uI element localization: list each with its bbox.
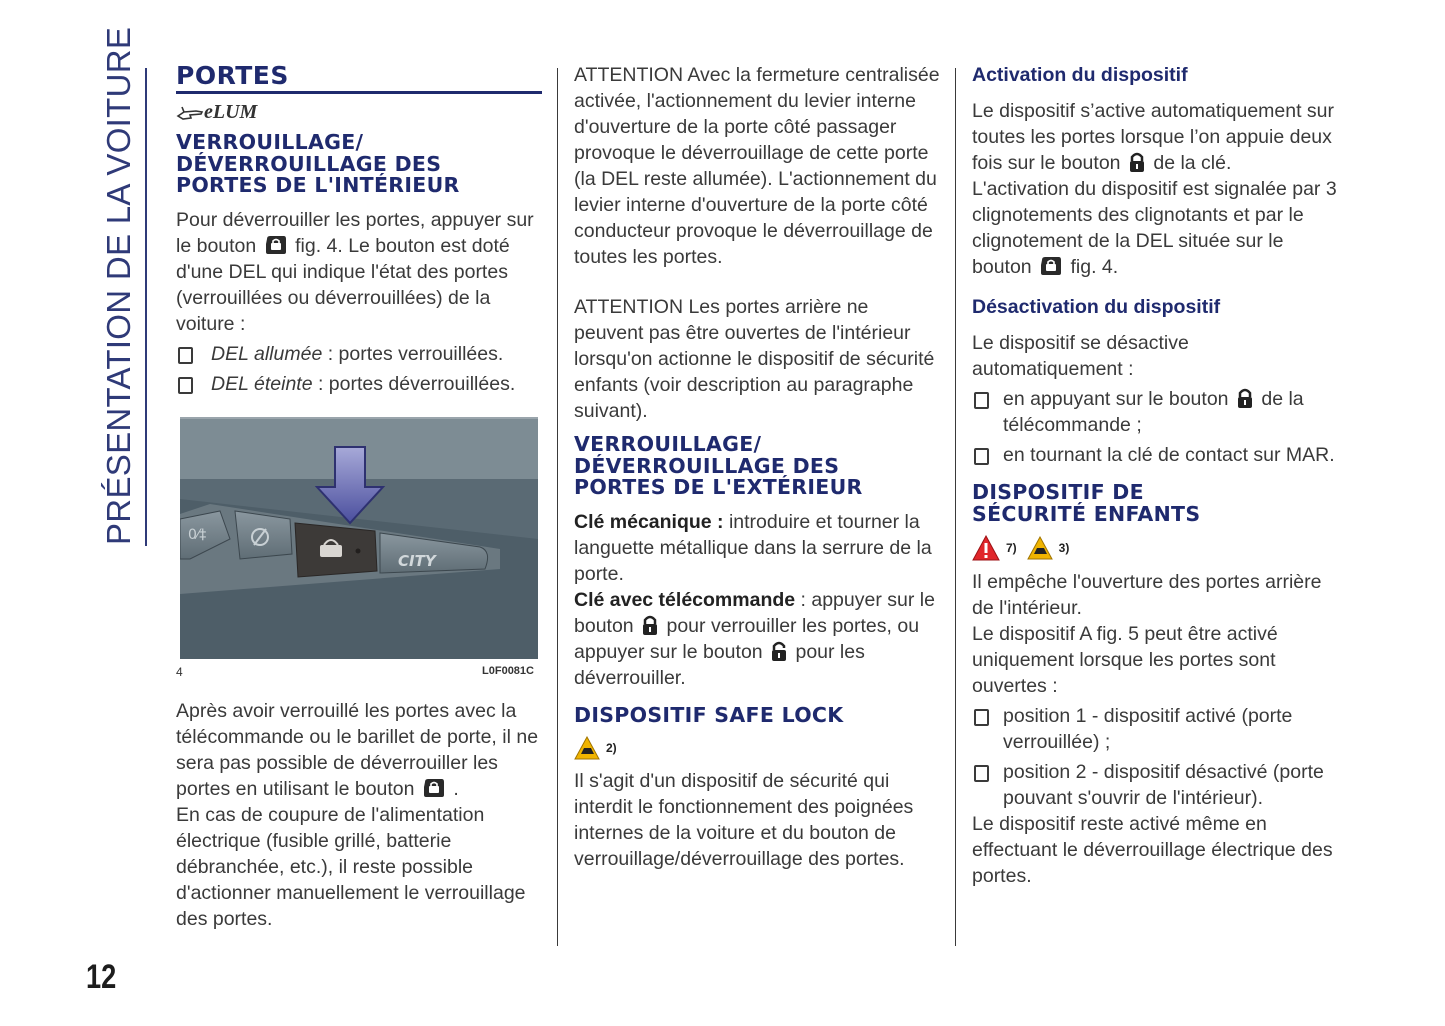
- bullet-box: [974, 765, 989, 782]
- text: .: [453, 777, 459, 800]
- city-label: CITY: [398, 551, 436, 570]
- paragraph: En cas de coupure de l'alimentation électrique (fusible grillé, batterie débranchée, etc.), il reste possible d'actionner manuellement le verrouillage des portes.: [176, 803, 526, 930]
- section-heading: SÉCURITÉ ENFANTS: [972, 501, 1201, 526]
- bold-label: Clé mécanique :: [574, 510, 724, 533]
- danger-triangle-icon: [972, 535, 1000, 561]
- paragraph: Le dispositif A fig. 5 peut être activé uniquement lorsque les portes sont ouvertes :: [972, 623, 1278, 697]
- paragraph: ATTENTION Avec la fermeture centralisée activée, l'actionnement du levier interne d'ouverture de la porte côté passager provoque le déverrouillage de cette porte (la DEL reste allumée). L'actionnement du levier interne d'ouverture de la porte côté conducteur provoque le déverrouillage de toutes les portes.: [574, 64, 940, 268]
- door-lock-button-icon: [422, 777, 446, 799]
- list-item: [972, 442, 1342, 468]
- side-rule: [145, 68, 147, 546]
- caution-triangle-icon: [574, 736, 600, 760]
- warning-refs: [972, 535, 1342, 561]
- paragraph: [574, 587, 940, 691]
- list-item: [972, 703, 1342, 755]
- lock-closed-icon: [1236, 387, 1254, 409]
- text: position 1 - dispositif activé (porte verrouillée) ;: [1003, 705, 1293, 753]
- text: L'activation du dispositif est signalée par 3 clignotements des clignotants et par le clignotement de la DEL située sur le bouton: [972, 178, 1337, 278]
- door-lock-button-icon: [264, 234, 288, 256]
- text: introduire et tourner la languette métallique dans la serrure de la porte.: [574, 510, 932, 585]
- text: fig. 4.: [1065, 256, 1119, 278]
- paragraph: [574, 509, 940, 587]
- subsection-heading: Activation du dispositif: [972, 64, 1188, 86]
- bullet-box: [178, 377, 193, 394]
- list-item: [972, 759, 1342, 811]
- text: de la clé.: [1147, 152, 1232, 174]
- bullet-box: [974, 392, 989, 409]
- text: Pour déverrouiller les portes, appuyer sur le bouton: [176, 208, 534, 257]
- section-heading: DÉVERROUILLAGE DES: [574, 453, 840, 478]
- bullet-box: [974, 709, 989, 726]
- section-heading: VERROUILLAGE/: [176, 130, 364, 154]
- column-divider: [557, 68, 558, 946]
- column-divider: [955, 68, 956, 946]
- lock-open-icon: [770, 640, 788, 662]
- section-heading: DÉVERROUILLAGE DES: [176, 151, 442, 176]
- page-title: PORTES: [176, 61, 289, 90]
- text: en tournant la clé de contact sur MAR.: [1003, 444, 1335, 466]
- warning-ref: 2): [606, 741, 617, 755]
- title-rule: [176, 91, 542, 94]
- list-item: [972, 386, 1342, 438]
- section-heading: VERROUILLAGE/: [574, 432, 762, 456]
- figure-4: [180, 417, 538, 659]
- column-1: [176, 62, 542, 932]
- paragraph: Il empêche l'ouverture des portes arrière de l'intérieur.: [972, 571, 1322, 619]
- text: : portes déverrouillées.: [312, 372, 516, 395]
- svg-text:0⁄‡: 0⁄‡: [188, 526, 207, 543]
- paragraph: [972, 176, 1342, 280]
- door-lock-button-icon: [1039, 255, 1063, 277]
- caution-triangle-icon: [1027, 536, 1053, 560]
- text: de la télécommande ;: [1003, 388, 1304, 436]
- section-heading: DISPOSITIF SAFE LOCK: [574, 702, 844, 727]
- figure-caption: [176, 665, 534, 679]
- section-heading: PORTES DE L'INTÉRIEUR: [176, 173, 460, 197]
- bullet-box: [974, 448, 989, 465]
- paragraph: Il s'agit d'un dispositif de sécurité qui interdit le fonctionnement des poignées internes de la voiture et du bouton de verrouillage/déverrouillage des portes.: [574, 770, 914, 870]
- paragraph: ATTENTION Les portes arrière ne peuvent pas être ouvertes de l'intérieur lorsqu'on actionne le dispositif de sécurité enfants (voir description au paragraphe suivant).: [574, 296, 935, 422]
- section-heading: DISPOSITIF DE: [972, 480, 1144, 504]
- warning-refs: [574, 736, 940, 760]
- list-item: [176, 371, 542, 397]
- text: : appuyer sur le bouton: [574, 588, 935, 637]
- warning-ref: 3): [1058, 541, 1070, 555]
- paragraph: Le dispositif se désactive automatiquement :: [972, 332, 1189, 380]
- text: pour verrouiller les portes, ou appuyer sur le bouton: [574, 614, 920, 663]
- emphasis: DEL allumée: [211, 342, 323, 365]
- paragraph: Le dispositif reste activé même en effectuant le déverrouillage électrique des portes.: [972, 813, 1333, 887]
- elum-logo: [176, 99, 542, 125]
- bold-label: Clé avec télécommande: [574, 588, 796, 611]
- elum-logo-text: eLUM: [204, 100, 258, 123]
- page-number: 12: [86, 958, 117, 996]
- column-3: [972, 62, 1342, 889]
- text: fig. 4. Le bouton est doté d'une DEL qui indique l'état des portes (verrouillées ou déverrouillées) de la voiture :: [176, 234, 510, 335]
- paragraph: [176, 207, 542, 337]
- door-lock-panel-illustration: [180, 419, 538, 659]
- paragraph: [176, 698, 542, 802]
- text: pour les déverrouiller.: [574, 640, 865, 689]
- list-item: [176, 341, 542, 367]
- emphasis: DEL éteinte: [211, 372, 313, 395]
- column-2: [574, 62, 940, 872]
- bullet-box: [178, 347, 193, 364]
- section-heading: PORTES DE L'EXTÉRIEUR: [574, 475, 863, 499]
- text: Après avoir verrouillé les portes avec la télécommande ou le barillet de porte, il ne sera pas possible de déverrouiller les portes en utilisant le bouton: [176, 699, 539, 800]
- figure-number: 4: [176, 664, 183, 679]
- text: Le dispositif s’active automatiquement sur toutes les portes lorsque l’on appuie deux fois sur le bouton: [972, 100, 1335, 174]
- subsection-heading: Désactivation du dispositif: [972, 296, 1221, 318]
- text: en appuyant sur le bouton: [1003, 388, 1229, 410]
- text: : portes verrouillées.: [322, 342, 504, 365]
- warning-ref: 7): [1006, 541, 1017, 555]
- figure-code: L0F0081C: [482, 664, 534, 677]
- paragraph: [972, 98, 1342, 176]
- text: position 2 - dispositif désactivé (porte pouvant s'ouvrir de l'intérieur).: [1003, 761, 1324, 809]
- lock-closed-icon: [641, 614, 659, 636]
- side-chapter-title: PRÉSENTATION DE LA VOITURE: [100, 26, 137, 545]
- hand-icon: [176, 102, 204, 122]
- lock-closed-icon: [1128, 151, 1146, 173]
